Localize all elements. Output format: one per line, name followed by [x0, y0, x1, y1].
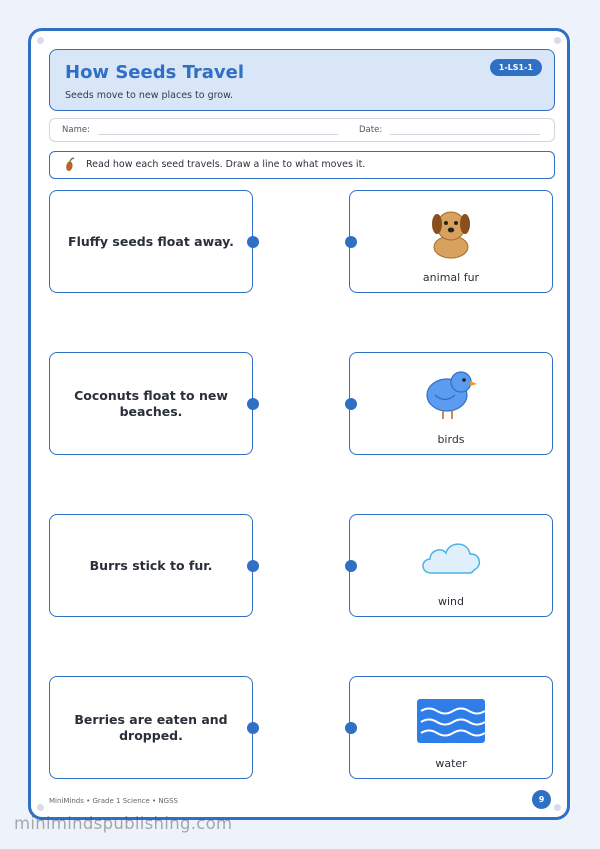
- water-icon: [417, 691, 485, 745]
- seed-card-coconuts: [49, 352, 253, 455]
- page-subtitle: Seeds move to new places to grow.: [65, 90, 234, 101]
- instructions-box: [49, 151, 555, 179]
- right-connector-dot[interactable]: [345, 398, 357, 410]
- mover-card-wind: [349, 514, 553, 617]
- corner-dot: [554, 37, 561, 44]
- mover-card-label: animal fur: [422, 271, 480, 284]
- left-connector-dot[interactable]: [247, 722, 259, 734]
- footer-credits: MiniMinds • Grade 1 Science • NGSS: [49, 797, 178, 805]
- standard-code-badge: 1-LS1-1: [490, 59, 542, 76]
- right-connector-dot[interactable]: [345, 236, 357, 248]
- seed-card-berries: [49, 676, 253, 779]
- left-connector-dot[interactable]: [247, 398, 259, 410]
- cloud-icon: [417, 529, 485, 583]
- corner-dot: [37, 37, 44, 44]
- instructions-text: Read how each seed travels. Draw a line to what moves it.: [86, 159, 366, 170]
- date-field[interactable]: [390, 134, 540, 135]
- right-connector-dot[interactable]: [345, 722, 357, 734]
- seed-card-fluffy: [49, 190, 253, 293]
- name-field[interactable]: [98, 134, 338, 135]
- corner-dot: [37, 804, 44, 811]
- page-title: How Seeds Travel: [65, 62, 245, 83]
- mover-card-birds: [349, 352, 553, 455]
- watermark-text: minimindspublishing.com: [14, 814, 233, 833]
- right-connector-dot[interactable]: [345, 560, 357, 572]
- worksheet-header: [49, 49, 555, 111]
- seed-card-text: Coconuts float to new beaches.: [74, 387, 228, 419]
- date-label: Date:: [359, 125, 383, 135]
- seed-card-text: Burrs stick to fur.: [89, 557, 213, 573]
- seed-card-text: Fluffy seeds float away.: [68, 233, 234, 249]
- seed-card-text: Berries are eaten and dropped.: [74, 711, 228, 743]
- mover-card-animal-fur: [349, 190, 553, 293]
- worksheet-page: [28, 28, 570, 820]
- seed-icon: [63, 157, 77, 173]
- name-date-row: [49, 118, 555, 142]
- seed-card-burrs: [49, 514, 253, 617]
- bird-icon: [417, 367, 485, 421]
- dog-icon: [417, 205, 485, 259]
- left-connector-dot[interactable]: [247, 560, 259, 572]
- mover-card-water: [349, 676, 553, 779]
- corner-dot: [554, 804, 561, 811]
- name-label: Name:: [62, 125, 90, 135]
- page-number-badge: 9: [532, 790, 551, 809]
- left-connector-dot[interactable]: [247, 236, 259, 248]
- mover-card-label: water: [435, 757, 467, 770]
- mover-card-label: wind: [437, 595, 464, 608]
- mover-card-label: birds: [437, 433, 465, 446]
